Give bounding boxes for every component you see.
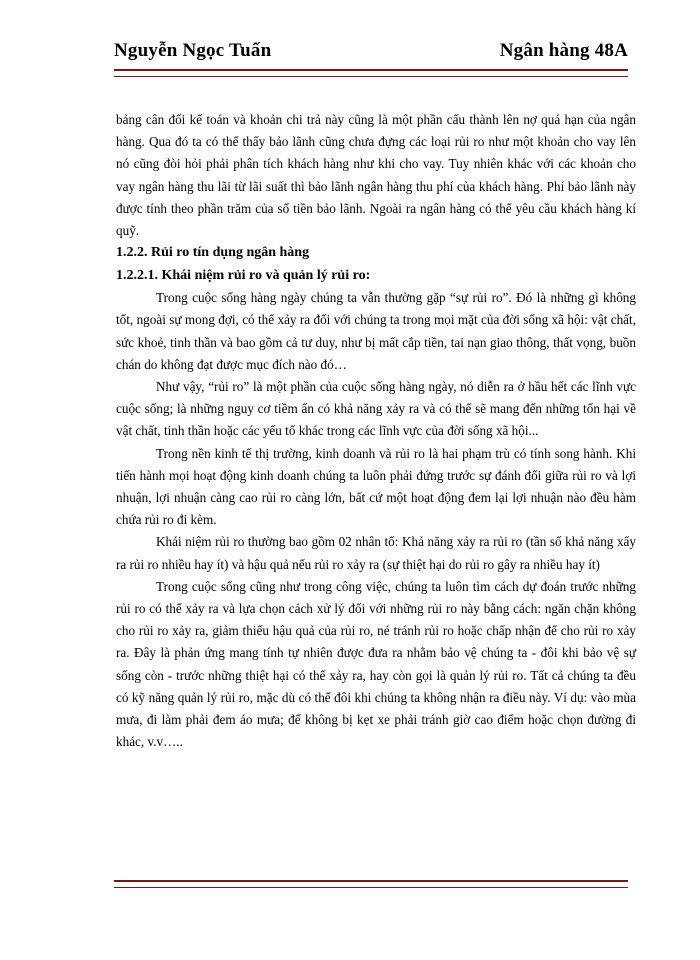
footer-rule <box>114 880 628 888</box>
paragraph: Trong cuộc sống cũng như trong công việc, chúng ta luôn tìm cách dự đoán trước những rủi ro có thể xảy ra và lựa chọn cách xử lý đối với những rủi ro này bằng cách: ngăn chặn không cho rủi ro xảy ra, giảm thiểu hậu quả của rủi ro, né tránh rủi ro hoặc chấp nhận để cho rủi ro xảy ra. Đây là phản ứng mang tính tự nhiên được đưa ra nhằm bảo vệ chúng ta - đôi khi bảo vệ sự sống còn - trước những thiệt hại có thể xảy ra, hay còn gọi là quản lý rủi ro. Tất cả chúng ta đều có kỹ năng quản lý rủi ro, mặc dù có thể đôi khi chúng ta không nhận ra điều này. Ví dụ: vào mùa mưa, đi làm phải đem áo mưa; để không bị kẹt xe phải tránh giờ cao điểm hoặc chọn đường đi khác, v.v….. <box>116 578 636 750</box>
document-body <box>116 109 636 753</box>
header-author: Nguyễn Ngọc Tuấn <box>114 40 272 61</box>
paragraph: Khái niệm rủi ro thường bao gồm 02 nhân tố: Khả năng xảy ra rủi ro (tần số khả năng xẩy ra rủi ro nhiều hay ít) và hậu quả nếu rủi ro xảy ra (sự thiệt hại do rủi ro gây ra nhiều hay ít) <box>116 534 636 572</box>
paragraph: Như vậy, “rủi ro” là một phần của cuộc sống hàng ngày, nó diễn ra ở hầu hết các lĩnh vực cuộc sống; là những nguy cơ tiềm ẩn có khả năng xảy ra và có thể sẽ mang đến những tổn hại về vật chất, tinh thần hoặc các yếu tố khác trong các lĩnh vực của đời sống xã hội... <box>116 379 636 439</box>
paragraph-continuation: bảng cân đối kế toán và khoản chi trả này cũng là một phần cấu thành lên nợ quá hạn của ngân hàng. Qua đó ta có thể thấy bảo lãnh cũng chưa đựng các loại rủi ro như một khoản cho vay lên nó cũng đòi hỏi phải phân tích khách hàng như khi cho vay. Tuy nhiên khác với các khoản cho vay ngân hàng thu lãi từ lãi suất thì bảo lãnh ngân hàng thu phí của khách hàng. Phí bảo lãnh này được tính theo phần trăm của số tiền bảo lãnh. Ngoài ra ngân hàng có thể yêu cầu khách hàng kí quỹ. <box>116 112 636 239</box>
paragraph: Trong nền kinh tế thị trường, kinh doanh và rủi ro là hai phạm trù có tính song hành. Khi tiến hành mọi hoạt động kinh doanh chúng ta luôn phải đứng trước sự đánh đổi giữa rủi ro và lợi nhuận, lợi nhuận càng cao rủi ro càng lớn, bất cứ một hoạt động đem lại lợi nhuận nào đều hàm chứa rủi ro đi kèm. <box>116 445 636 528</box>
subsection-heading: 1.2.2.1. Khái niệm rủi ro và quản lý rủi ro: <box>116 267 371 283</box>
header-rule <box>114 69 628 77</box>
page-header <box>114 40 628 62</box>
section-heading: 1.2.2. Rủi ro tín dụng ngân hàng <box>116 245 310 261</box>
paragraph: Trong cuộc sống hàng ngày chúng ta vẫn thường gặp “sự rủi ro”. Đó là những gì không tốt, ngoài sự mong đợi, có thể xảy ra đối với chúng ta trong mọi mặt của đời sống xã hội: vật chất, sức khoẻ, tinh thần và bao gồm cả tư duy, như bị mất cắp tiền, tai nạn giao thông, thất vọng, buồn chán do không đạt được mục đích nào đó… <box>116 290 636 372</box>
header-class: Ngân hàng 48A <box>499 40 628 61</box>
